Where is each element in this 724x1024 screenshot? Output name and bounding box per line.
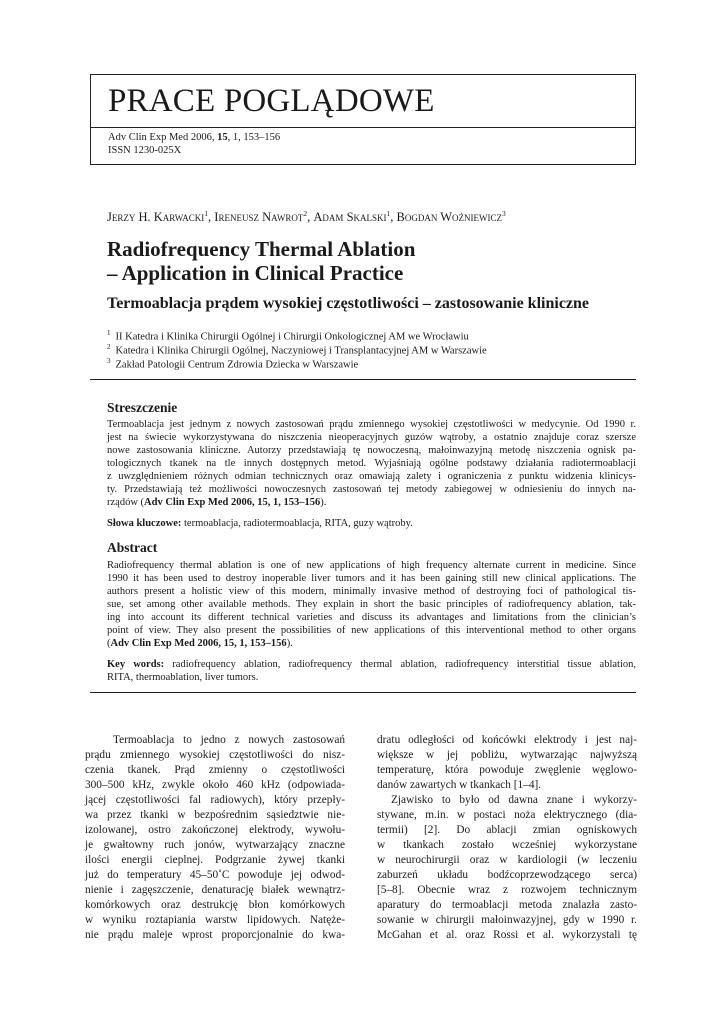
body-line: w wyniku roztapiania warstw lipidowych. Natęże-: [85, 914, 345, 926]
body-line: już do temperatury 45–50˚C powoduje jej odwod-: [85, 869, 345, 881]
body-line: prądu zmiennego wysokiej częstotliwości do nisz-: [85, 749, 345, 761]
body-line: wa przez tkanki w bezpośrednim sąsiedztwie nie-: [85, 809, 345, 821]
section-title-band: [90, 74, 636, 128]
citation-band: [90, 128, 636, 165]
abstract-line: Radiofrequency thermal ablation is one of new applications of high frequency alternate current in medicine. Since: [107, 560, 636, 571]
streszczenie-heading: Streszczenie: [107, 400, 178, 415]
body-line: zaburzeń układu bodźcoprzewodzącego serca): [377, 869, 637, 881]
divider-top: [90, 379, 636, 380]
body-line: danów zawartych w tkankach [1–4].: [377, 779, 542, 791]
author: Jerzy H. Karwacki$^1$,: [107, 209, 215, 225]
body-line: izolowanej, ostro zakończonej elektrody, wywołu-: [85, 824, 345, 836]
abstract-heading: Abstract: [107, 540, 158, 555]
author: Bogdan Woźniewicz$^3$: [396, 209, 506, 225]
body-line: większe w jej pobliżu, wytwarzając najwyższą: [377, 749, 637, 761]
streszczenie-line: z uwzględnieniem różnych odmian technicznych oraz omawiają zalety i ograniczenia z punktu widzenia klinicys-: [107, 471, 636, 482]
body-line: czenia tkanek. Prąd zmienny o częstotliwości: [85, 764, 345, 776]
body-line: stywane, m.in. w postaci noża elektrycznego (dia-: [377, 809, 637, 821]
journal-citation: Adv Clin Exp Med 2006, 15, 1, 153–156: [108, 132, 281, 143]
body-line: dratu odległości od końcówki elektrody i jest naj-: [377, 734, 637, 746]
body-line: termii) [2]. Do ablacji zmian ogniskowych: [377, 824, 637, 836]
body-line: nie prądu maleje wprost proporcjonalnie do kwa-: [85, 929, 345, 941]
abstract-line: authors present a holistic view of this modern, minimally invasive method of destroying foci of pathological tis-: [107, 586, 636, 597]
body-line: ilości energii cieplnej. Podgrzanie żywej tkanki: [85, 854, 345, 866]
body-line: w tkankach zostało wcześniej wykorzystane: [377, 839, 637, 851]
body-line: McGahan et al. oraz Rossi et al. wykorzystali tę: [377, 929, 637, 941]
abstract-line: point of view. They also present the possibilities of new applications of this interventional method to other organs: [107, 625, 636, 636]
body-line: aparatury do termoablacji metoda znalazła zasto-: [377, 899, 637, 911]
abstract-line: (Adv Clin Exp Med 2006, 15, 1, 153–156).: [107, 638, 293, 649]
affiliation: $^2$ Katedra i Klinika Chirurgii Ogólnej, Naczyniowej i Transplantacyjnej AM w Warszawie: [107, 343, 487, 357]
body-line: Termoablacja to jedno z nowych zastosowań: [113, 734, 345, 746]
body-line: w neurochirurgii oraz w kardiologii (w leczeniu: [377, 854, 637, 866]
divider-bottom: [90, 692, 636, 693]
author-list: [107, 209, 506, 225]
body-line: 300–500 kHz, zwykle około 460 kHz (odpowiada-: [85, 779, 345, 791]
issn: ISSN 1230-025X: [108, 145, 182, 156]
streszczenie-line: nowe zastosowania kliniczne. Autorzy przedstawiają tę nowoczesną, małoinwazyjną metodę niszczenia ognisk pa-: [107, 445, 636, 456]
abstract-line: 1990 it has been used to destroy inoperable liver tumors and it has been gaining still new clinical applications. The: [107, 573, 636, 584]
body-line: nienie i zagęszczenie, denaturację białek wewnątrz-: [85, 884, 345, 896]
author: Adam Skalski$^1$,: [313, 209, 397, 225]
body-line: sowanie w chirurgii małoinwazyjnej, gdy w 1990 r.: [377, 914, 637, 926]
streszczenie-line: jest na świecie wykorzystywana do niszczenia nieoperacyjnych guzów wątroby, a ostatnio znajduje coraz szersze: [107, 432, 636, 443]
body-line: je gwałtowny ruch jonów, wytwarzający znaczne: [85, 839, 345, 851]
section-title: PRACE POGLĄDOWE: [108, 83, 435, 119]
body-line: jącej częstotliwości fal radiowych), który przepły-: [85, 794, 345, 806]
streszczenie-line: rządów (Adv Clin Exp Med 2006, 15, 1, 153–156).: [107, 497, 327, 508]
body-line: [5–8]. Obecnie wraz z rozwojem technicznym: [377, 884, 637, 896]
abstract-line: ing into account its different technical varieties and discuss its advantages and limitations from the clinician’s: [107, 612, 636, 623]
affiliation: $^3$ Zakład Patologii Centrum Zdrowia Dziecka w Warszawie: [107, 357, 359, 371]
streszczenie-line: Termoablacja jest jednym z nowych zastosowań prądu zmiennego wysokiej częstotliwości w medycynie. Od 1990 r.: [107, 419, 636, 430]
abstract-line: sue, set among other available methods. They explain in short the basic principles of radiofrequency ablation, tak-: [107, 599, 636, 610]
body-line: Zjawisko to było od dawna znane i wykorzy-: [391, 794, 637, 806]
affiliation: $^1$ II Katedra i Klinika Chirurgii Ogólnej i Chirurgii Onkologicznej AM we Wrocławiu: [107, 329, 469, 343]
body-line: temperaturę, która powoduje zwęglenie węglowo-: [377, 764, 637, 776]
polish-title: Termoablacja prądem wysokiej częstotliwości – zastosowanie kliniczne: [107, 295, 590, 312]
journal-header: [90, 74, 636, 166]
key-words: Key words: radiofrequency ablation, radiofrequency thermal ablation, radiofrequency interstitial tissue ablation,: [107, 659, 636, 670]
streszczenie-line: tologicznych tkanek na tle innych dostępnych metod. Wyjaśniają ogólne podstawy działania radiotermoablacji: [107, 458, 636, 469]
author: Ireneusz Nawrot$^2$,: [214, 209, 314, 225]
body-line: komórkowych oraz destrukcję błon komórkowych: [85, 899, 345, 911]
slowa-kluczowe: Słowa kluczowe: termoablacja, radiotermoablacja, RITA, guzy wątroby.: [107, 518, 413, 529]
article-title: Radiofrequency Thermal Ablation – Application in Clinical Practice: [107, 237, 416, 285]
streszczenie-line: ty. Przedstawiają też możliwości nowoczesnych zastosowań tej metody zabiegowej w odniesieniu do innych na-: [107, 484, 636, 495]
key-words-cont: RITA, thermoablation, liver tumors.: [107, 672, 259, 683]
